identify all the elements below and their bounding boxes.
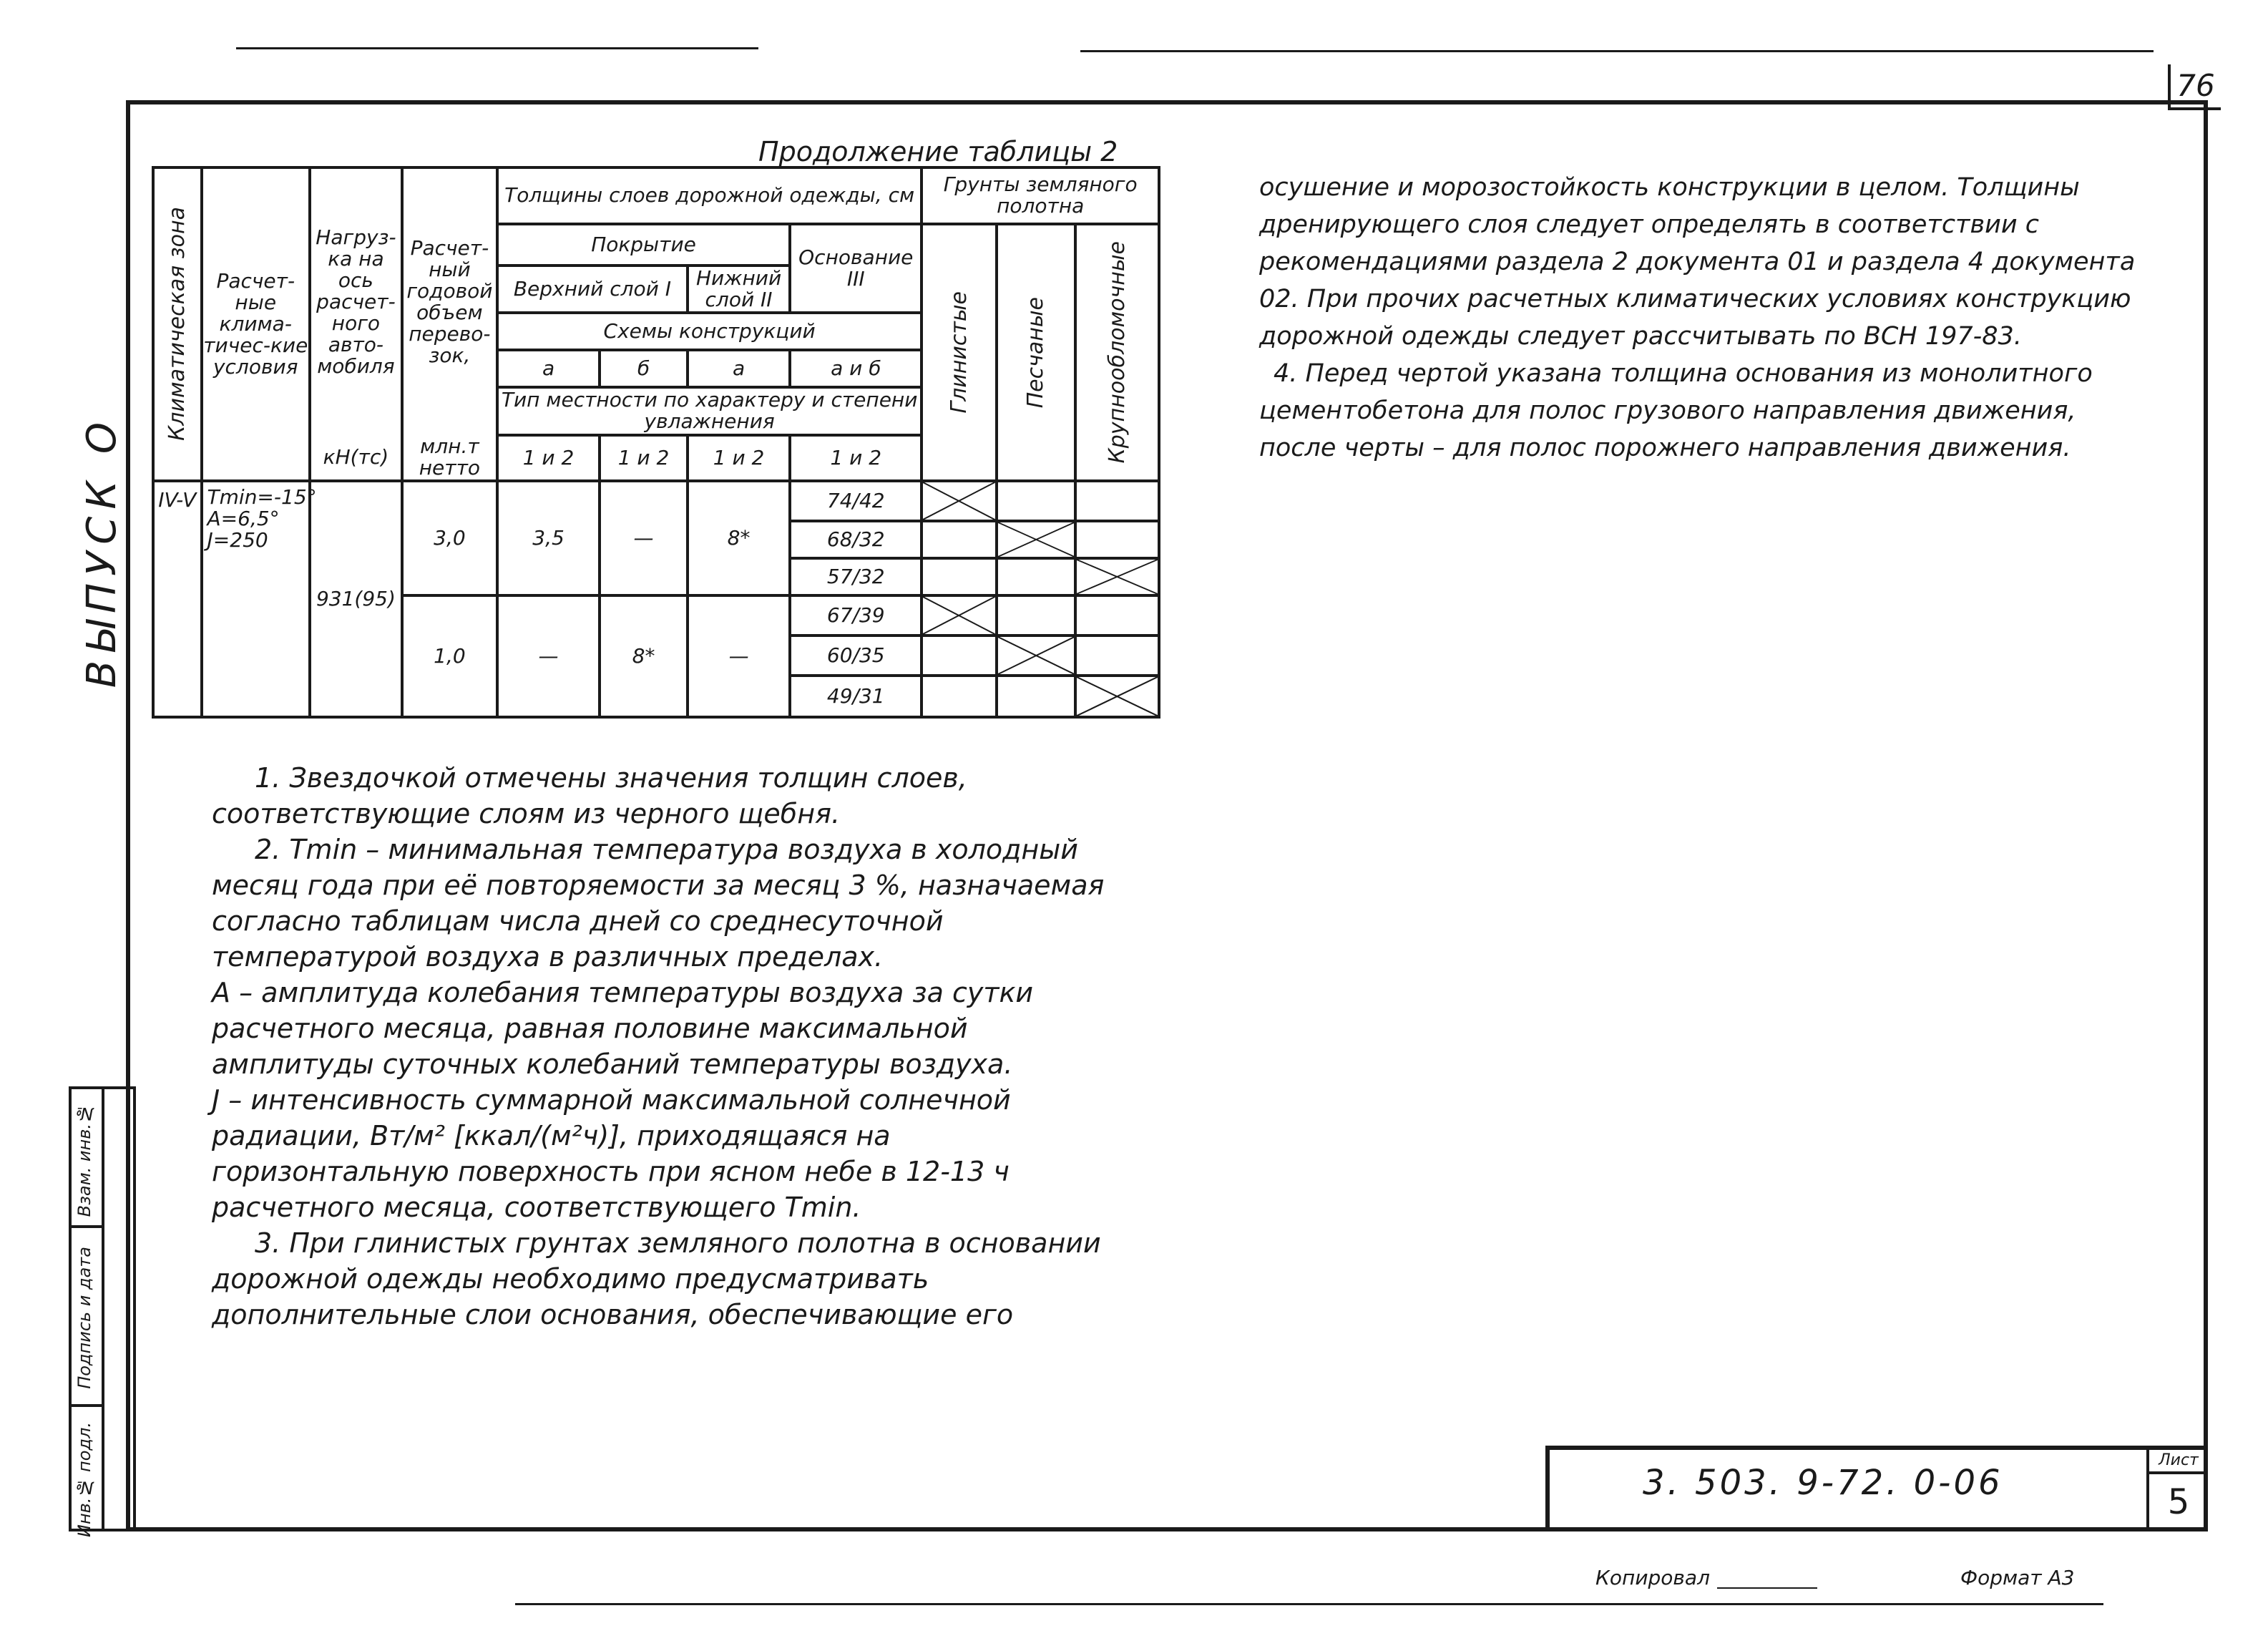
top-rule-right xyxy=(1080,50,2154,52)
cell-volume-2: 1,0 xyxy=(402,595,497,717)
header-load-unit: кН(тс) xyxy=(310,435,402,481)
header-coating: Покрытие xyxy=(497,224,790,266)
right-note-1: осушение и морозостойкость конструкции в целом. Толщины дренирующего слоя следует определять в соответствии с рекомендациями раздела 2 документа 01 и раздела 4 документа 02. При прочих расчетных климатических условиях конструкцию дорожной одежды следует рассчитывать по ВСН 197-83. xyxy=(1259,173,2136,351)
page-number: 76 xyxy=(2168,64,2221,110)
bottom-rule xyxy=(515,1603,2103,1605)
cell-base-5: 60/35 xyxy=(790,635,922,676)
empty-cell xyxy=(1075,481,1159,521)
side-stamp-inv-orig: Инв.№ подл. xyxy=(74,1422,94,1537)
side-stamp-divider xyxy=(72,1404,104,1407)
header-clay: Глинистые xyxy=(922,224,996,481)
title-stamp xyxy=(1545,1446,2208,1531)
notes-block xyxy=(212,760,1135,1333)
empty-cell xyxy=(1075,595,1159,635)
stamp-sheet xyxy=(2146,1450,2208,1531)
cell-lower-a-1: 8* xyxy=(688,481,790,595)
cell-j: J=250 xyxy=(207,527,268,552)
cell-tmin: Tmin=-15° xyxy=(207,484,317,509)
side-stamp-sign-date: Подпись и дата xyxy=(74,1247,94,1389)
header-scheme-ab: а и б xyxy=(790,350,922,387)
footer-copied: Копировал xyxy=(1595,1566,1710,1589)
header-lower: Нижний слой II xyxy=(688,266,790,313)
side-stamp-divider xyxy=(72,1225,104,1228)
header-scheme-a2: а xyxy=(688,350,790,387)
empty-cell xyxy=(1075,635,1159,676)
cell-upper-b-1: — xyxy=(600,481,688,595)
right-notes-block xyxy=(1259,169,2161,467)
cross-cell xyxy=(922,481,996,521)
header-upper: Верхний слой I xyxy=(497,266,688,313)
empty-cell xyxy=(1075,521,1159,558)
empty-cell xyxy=(997,481,1076,521)
top-rule-left xyxy=(236,47,758,49)
cell-base-6: 49/31 xyxy=(790,676,922,717)
table-title: Продолжение таблицы 2 xyxy=(758,136,1118,167)
empty-cell xyxy=(922,635,996,676)
cell-a: A=6,5° xyxy=(207,506,280,530)
cross-cell xyxy=(997,521,1076,558)
footer-signature-line xyxy=(1717,1587,1817,1589)
empty-cell xyxy=(997,595,1076,635)
side-stamp xyxy=(69,1086,136,1537)
vertical-label-wrap xyxy=(79,415,125,688)
cell-climate xyxy=(202,481,317,717)
cell-volume-1: 3,0 xyxy=(402,481,497,595)
cell-load: 931(95) xyxy=(310,481,402,717)
cell-base-1: 74/42 xyxy=(790,481,922,521)
header-terrain-3: 1 и 2 xyxy=(688,435,790,481)
cell-upper-a-1: 3,5 xyxy=(497,481,600,595)
header-thickness: Толщины слоев дорожной одежды, см xyxy=(497,167,922,224)
empty-cell xyxy=(922,558,996,595)
note-2: 2. Tmin – минимальная температура воздуха в холодный месяц года при её повторяемости за месяц 3 %, назначаемая согласно таблицам числа дней со среднесуточной температурой воздуха в различных пределах. xyxy=(212,834,1105,973)
cell-zone: IV-V xyxy=(153,481,202,717)
side-stamp-replace-inv: Взам. инв.№ xyxy=(74,1104,94,1217)
right-note-4: 4. Перед чертой указана толщина основания из монолитного цементобетона для полос грузового направления движения, после черты – для полос порожнего направления движения. xyxy=(1259,359,2093,462)
header-base xyxy=(790,224,922,313)
header-terrain-4: 1 и 2 xyxy=(790,435,922,481)
cross-cell xyxy=(997,635,1076,676)
empty-cell xyxy=(922,676,996,717)
cross-cell xyxy=(1075,676,1159,717)
header-schemes: Схемы конструкций xyxy=(497,313,922,350)
note-2-amplitude: А – амплитуда колебания температуры воздуха за сутки расчетного месяца, равная половине максимальной амплитуды суточных колебаний температуры воздуха. xyxy=(212,977,1034,1080)
cell-upper-a-2: — xyxy=(497,595,600,717)
header-climate: Расчет-ные клима-тичес-кие условия xyxy=(202,167,310,481)
header-volume-unit: млн.т нетто xyxy=(402,435,497,481)
header-terrain-2: 1 и 2 xyxy=(600,435,688,481)
header-load: Нагруз-ка на ось расчет-ного авто-мобиля xyxy=(310,167,402,435)
empty-cell xyxy=(997,676,1076,717)
empty-cell xyxy=(922,521,996,558)
note-1: 1. Звездочкой отмечены значения толщин слоев, соответствующие слоям из черного щебня. xyxy=(212,762,967,829)
header-sand: Песчаные xyxy=(997,224,1076,481)
data-table xyxy=(152,166,1160,719)
header-volume: Расчет-ный годовой объем перево-зок, xyxy=(402,167,497,435)
footer-format: Формат А3 xyxy=(1960,1566,2075,1589)
header-base-label: Основание xyxy=(798,245,914,270)
header-base-num: III xyxy=(846,267,865,291)
cell-lower-a-2: — xyxy=(688,595,790,717)
cell-base-4: 67/39 xyxy=(790,595,922,635)
header-scheme-a: а xyxy=(497,350,600,387)
header-soils: Грунты земляного полотна xyxy=(922,167,1159,224)
header-scheme-b: б xyxy=(600,350,688,387)
header-zone: Климатическая зона xyxy=(153,167,202,481)
cross-cell xyxy=(1075,558,1159,595)
note-3: 3. При глинистых грунтах земляного полотна в основании дорожной одежды необходимо предусматривать дополнительные слои основания, обеспечивающие его xyxy=(212,1227,1101,1330)
header-terrain: Тип местности по характеру и степени увлажнения xyxy=(497,387,922,434)
cell-base-3: 57/32 xyxy=(790,558,922,595)
cross-cell xyxy=(922,595,996,635)
header-terrain-1: 1 и 2 xyxy=(497,435,600,481)
stamp-sheet-number: 5 xyxy=(2167,1482,2190,1522)
vertical-label: ВЫПУСК О xyxy=(79,415,125,688)
cell-upper-b-2: 8* xyxy=(600,595,688,717)
stamp-code: 3. 503. 9-72. 0-06 xyxy=(1643,1463,2003,1503)
cell-base-2: 68/32 xyxy=(790,521,922,558)
stamp-sheet-label: Лист xyxy=(2149,1450,2208,1474)
header-coarse: Крупнообломочные xyxy=(1075,224,1159,481)
empty-cell xyxy=(997,558,1076,595)
note-2-intensity: J – интенсивность суммарной максимальной солнечной радиации, Вт/м² [ккал/(м²ч)], приходящаяся на горизонтальную поверхность при ясном небе в 12-13 ч расчетного месяца, соответствующего Tmin. xyxy=(212,1084,1011,1223)
